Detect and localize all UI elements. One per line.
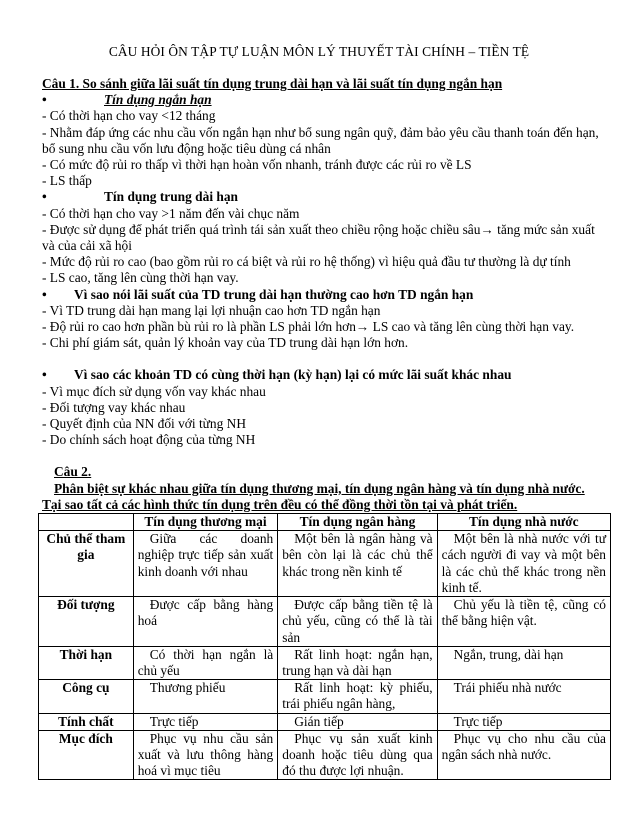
why-diff-line: - Vì mục đích sử dụng vốn vay khác nhau — [42, 383, 266, 399]
why-diff-line: - Quyết định của NN đối với từng NH — [42, 416, 247, 432]
why-higher-label: Vì sao nói lãi suất của TD trung dài hạn thường cao hơn TD ngắn hạn — [74, 286, 474, 302]
table-cell: Trái phiếu nhà nước — [437, 680, 610, 713]
table-cell: Thương phiếu — [133, 680, 278, 713]
q1-bullet-why-diff — [42, 367, 602, 383]
row-label: Thời hạn — [39, 646, 134, 679]
table-cell: Phục vụ cho nhu cầu của ngân sách nhà nước. — [437, 730, 610, 780]
table-cell: Ngắn, trung, dài hạn — [437, 646, 610, 679]
short-term-line: - Nhằm đáp ứng các nhu cầu vốn ngắn hạn như bổ sung ngân quỹ, đảm bảo yêu cầu thanh toán đến hạn, bổ sung nhu cầu vốn lưu động hoặc tiêu dùng cá nhân — [42, 124, 599, 156]
table-cell: Một bên là nhà nước với tư cách người đi vay và một bên là các chủ thể khác trong nền kinh tế. — [437, 531, 610, 597]
table-cell: Giữa các doanh nghiệp trực tiếp sản xuất kinh doanh với nhau — [133, 531, 278, 597]
why-higher-line: - Độ rủi ro cao hơn phần bù rủi ro là phần LS phải lớn hơn→ LS cao và tăng lên cùng thời hạn vay. — [42, 319, 575, 335]
long-term-label: Tín dụng trung dài hạn — [104, 189, 238, 205]
table-row — [39, 713, 611, 730]
table-cell: Được cấp bằng tiền tệ là chủ yếu, cũng có thể là tài sản — [278, 597, 437, 647]
table-header-cell — [39, 514, 134, 531]
q1-heading: Câu 1. So sánh giữa lãi suất tín dụng trung dài hạn và lãi suất tín dụng ngắn hạn — [42, 76, 503, 91]
table-cell: Rất linh hoạt: ngắn hạn, trung hạn và dài hạn — [278, 646, 437, 679]
row-label: Công cụ — [39, 680, 134, 713]
bullet-icon: • — [42, 189, 47, 205]
table-cell: Phục vụ sản xuất kinh doanh hoặc tiêu dùng qua đó thu được lợi nhuận. — [278, 730, 437, 780]
table-header-cell: Tín dụng thương mại — [133, 514, 278, 531]
table-cell: Được cấp bằng hàng hoá — [133, 597, 278, 647]
long-term-line: - Mức độ rủi ro cao (bao gồm rủi ro cá biệt và rủi ro hệ thống) vì hiệu quả đầu tư thường là dự tính — [42, 254, 571, 270]
why-diff-line: - Do chính sách hoạt động của từng NH — [42, 432, 256, 448]
long-term-line: - Được sử dụng để phát triển quá trình tái sản xuất theo chiều rộng hoặc chiều sâu→ tăng mức sản xuất và của cải xã hội — [42, 221, 595, 254]
table-cell: Một bên là ngân hàng và bên còn lại là các chủ thể khác trong nền kinh tế — [278, 531, 437, 597]
document-title: CÂU HỎI ÔN TẬP TỰ LUẬN MÔN LÝ THUYẾT TÀI CHÍNH – TIỀN TỆ — [108, 44, 530, 59]
table-cell: Có thời hạn ngắn là chủ yếu — [133, 646, 278, 679]
q1-bullet-why-higher — [42, 287, 602, 303]
table-cell: Trực tiếp — [133, 713, 278, 730]
why-diff-line: - Đối tượng vay khác nhau — [42, 399, 186, 415]
why-higher-line: - Vì TD trung dài hạn mang lại lợi nhuận cao hơn TD ngắn hạn — [42, 302, 381, 318]
table-header-cell: Tín dụng ngân hàng — [278, 514, 437, 531]
document-body — [42, 76, 606, 780]
short-term-line: - Có mức độ rủi ro thấp vì thời hạn hoàn vốn nhanh, tránh được các rủi ro về LS — [42, 157, 472, 173]
row-label: Mục đích — [39, 730, 134, 780]
table-cell: Gián tiếp — [278, 713, 437, 730]
q2-heading-line1: Phân biệt sự khác nhau giữa tín dụng thương mại, tín dụng ngân hàng và tín dụng nhà nước. — [54, 480, 585, 496]
table-row — [39, 597, 611, 647]
q1-bullet-long-term — [42, 189, 602, 205]
table-cell: Trực tiếp — [437, 713, 610, 730]
why-higher-line: - Chi phí giám sát, quản lý khoản vay của TD trung dài hạn lớn hơn. — [42, 335, 409, 351]
short-term-line: - LS thấp — [42, 173, 92, 189]
bullet-icon: • — [42, 92, 47, 108]
long-term-line: - Có thời hạn cho vay >1 năm đến vài chục năm — [42, 205, 300, 221]
table-row — [39, 680, 611, 713]
table-cell: Chủ yếu là tiền tệ, cũng có thể bằng hiện vật. — [437, 597, 610, 647]
table-row — [39, 730, 611, 780]
why-diff-label: Vì sao các khoản TD có cùng thời hạn (kỳ hạn) lại có mức lãi suất khác nhau — [74, 367, 512, 383]
long-term-line: - LS cao, tăng lên cùng thời hạn vay. — [42, 270, 239, 286]
table-row — [39, 531, 611, 597]
comparison-table — [38, 513, 611, 780]
row-label: Chủ thể tham gia — [39, 531, 134, 597]
short-term-label: Tín dụng ngắn hạn — [104, 92, 212, 108]
q2-heading-line2: Tại sao tất cả các hình thức tín dụng trên đều có thể đồng thời tồn tại và phát triển. — [42, 496, 518, 512]
row-label: Tính chất — [39, 713, 134, 730]
table-header-row — [39, 514, 611, 531]
q2-label: Câu 2. — [54, 464, 92, 480]
table-cell: Rất linh hoạt: kỳ phiếu, trái phiếu ngân hàng, — [278, 680, 437, 713]
table-row — [39, 646, 611, 679]
bullet-icon: • — [42, 286, 47, 302]
table-cell: Phục vụ nhu cầu sản xuất và lưu thông hàng hoá vì mục tiêu — [133, 730, 278, 780]
table-header-cell: Tín dụng nhà nước — [437, 514, 610, 531]
bullet-icon: • — [42, 367, 47, 383]
short-term-line: - Có thời hạn cho vay <12 tháng — [42, 108, 216, 124]
q1-bullet-short-term — [42, 92, 602, 108]
row-label: Đối tượng — [39, 597, 134, 647]
